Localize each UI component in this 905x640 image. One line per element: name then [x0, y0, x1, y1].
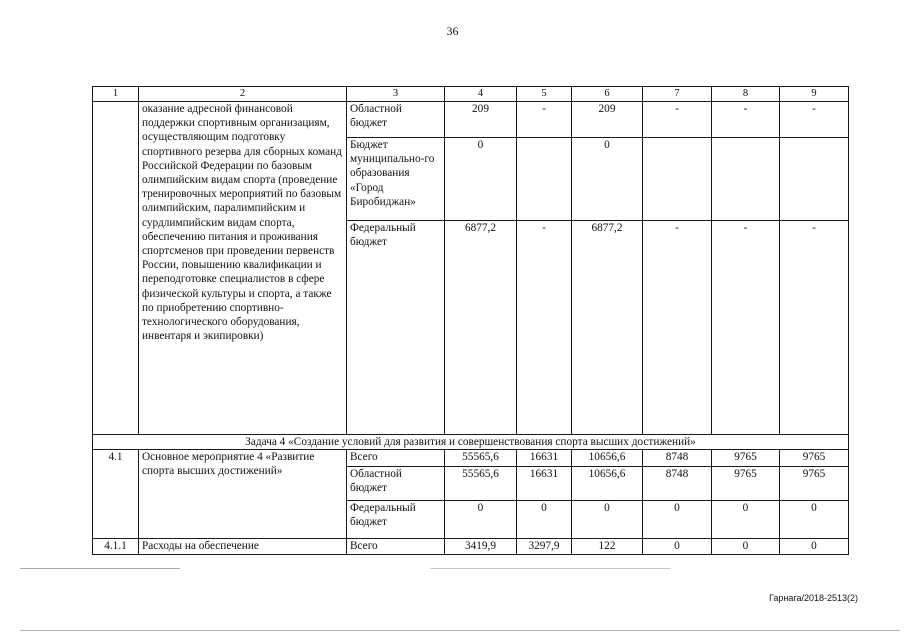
activity-description: Основное мероприятие 4 «Развитие спорта высших достижений»	[139, 450, 347, 539]
value-cell: 0	[712, 539, 780, 555]
value-cell: 0	[643, 539, 712, 555]
value-cell: -	[517, 102, 572, 138]
value-cell: 0	[643, 501, 712, 539]
header-cell: 1	[93, 87, 139, 102]
header-cell: 3	[347, 87, 445, 102]
value-cell: 16631	[517, 467, 572, 501]
value-cell: 209	[572, 102, 643, 138]
header-cell: 6	[572, 87, 643, 102]
table-row	[93, 450, 849, 467]
value-cell: 8748	[643, 467, 712, 501]
row-number-cell: 4.1.1	[93, 539, 139, 555]
page-number: 36	[446, 24, 459, 38]
value-cell: 122	[572, 539, 643, 555]
table-row	[93, 539, 849, 555]
scan-artifact-line	[20, 568, 180, 569]
row-number-cell	[93, 102, 139, 435]
header-cell: 9	[780, 87, 849, 102]
table-row	[93, 102, 849, 138]
scan-artifact-line	[20, 630, 900, 631]
value-cell: -	[780, 221, 849, 435]
funding-source: Всего	[347, 539, 445, 555]
value-cell: 0	[780, 501, 849, 539]
value-cell: 0	[445, 138, 517, 221]
scan-artifact-line	[430, 568, 670, 569]
funding-source: Федеральный бюджет	[347, 221, 445, 435]
header-cell: 4	[445, 87, 517, 102]
table-header-row	[93, 87, 849, 102]
header-cell: 7	[643, 87, 712, 102]
activity-description: оказание адресной финансовой поддержки спортивным организациям, осуществляющим подготовку спортивного резерва для сборных команд Российской Федерации по базовым олимпийским видам спорта (проведение тренировочных мероприятий по базовым олимпийским, паралимпийским и сурдлимпийским видам спорта, обеспечению питания и проживания спортсменов при проведении первенств России, повышению квалификации и переподготовке специалистов в сфере физической культуры и спорта, а также по приобретению спортивно-технологического оборудования, инвентаря и экипировки)	[139, 102, 347, 435]
value-cell: 0	[780, 539, 849, 555]
value-cell: 8748	[643, 450, 712, 467]
row-number-cell: 4.1	[93, 450, 139, 539]
funding-source: Всего	[347, 450, 445, 467]
value-cell	[517, 138, 572, 221]
header-cell: 2	[139, 87, 347, 102]
value-cell: -	[643, 221, 712, 435]
value-cell	[643, 138, 712, 221]
value-cell: 0	[712, 501, 780, 539]
value-cell: -	[780, 102, 849, 138]
header-cell: 5	[517, 87, 572, 102]
value-cell: 9765	[780, 450, 849, 467]
value-cell: 6877,2	[445, 221, 517, 435]
value-cell: 16631	[517, 450, 572, 467]
funding-source: Бюджет муниципально-го образования «Город Биробиджан»	[347, 138, 445, 221]
value-cell	[780, 138, 849, 221]
value-cell: 6877,2	[572, 221, 643, 435]
value-cell: 9765	[780, 467, 849, 501]
value-cell: 209	[445, 102, 517, 138]
value-cell: 3297,9	[517, 539, 572, 555]
funding-source: Областной бюджет	[347, 467, 445, 501]
activity-description: Расходы на обеспечение	[139, 539, 347, 555]
value-cell: 55565,6	[445, 450, 517, 467]
value-cell: 9765	[712, 450, 780, 467]
value-cell: 0	[572, 138, 643, 221]
funding-source: Областной бюджет	[347, 102, 445, 138]
value-cell: -	[712, 221, 780, 435]
value-cell	[712, 138, 780, 221]
value-cell: 10656,6	[572, 467, 643, 501]
value-cell: -	[712, 102, 780, 138]
budget-table	[92, 86, 849, 555]
value-cell: 3419,9	[445, 539, 517, 555]
value-cell: 0	[445, 501, 517, 539]
value-cell: 0	[572, 501, 643, 539]
value-cell: 55565,6	[445, 467, 517, 501]
value-cell: 9765	[712, 467, 780, 501]
value-cell: 10656,6	[572, 450, 643, 467]
task-title: Задача 4 «Создание условий для развития и совершенствования спорта высших достижений»	[93, 435, 849, 450]
header-cell: 8	[712, 87, 780, 102]
document-code: Гарнага/2018-2513(2)	[769, 593, 858, 603]
task-heading-row	[93, 435, 849, 450]
value-cell: -	[643, 102, 712, 138]
value-cell: 0	[517, 501, 572, 539]
funding-source: Федеральный бюджет	[347, 501, 445, 539]
value-cell: -	[517, 221, 572, 435]
